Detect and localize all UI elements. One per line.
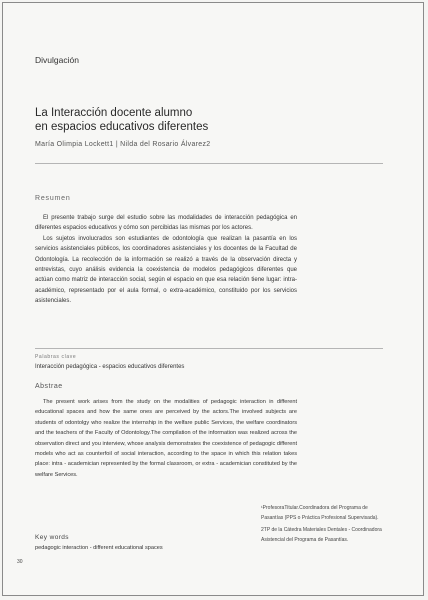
palabras-clave-text: Interacción pedagógica - espacios educativos diferentes <box>35 364 185 370</box>
palabras-clave-heading: Palabras clave <box>35 354 77 360</box>
document-page <box>2 2 424 596</box>
divider-top <box>35 163 383 164</box>
article-title-line-1: La Interacción docente alumno <box>35 107 193 119</box>
keywords-text: pedagogic interaction - different educational spaces <box>35 545 163 551</box>
abstract-body <box>35 397 297 480</box>
article-authors: María Olimpia Lockett1 | Nilda del Rosario Álvarez2 <box>35 141 211 148</box>
resumen-heading: Resumen <box>35 195 71 202</box>
article-title <box>35 106 335 134</box>
keywords-heading: Key words <box>35 534 69 541</box>
resumen-body <box>35 213 297 307</box>
section-label: Divulgación <box>35 55 79 65</box>
page-number: 30 <box>17 559 23 565</box>
footnote: ¹ProfesoraTitular.Coordinadora del Programa de Pasantías (PPS o Práctica Profesional Supervisada). <box>261 505 379 521</box>
article-title-line-2: en espacios educativos diferentes <box>35 121 209 133</box>
resumen-paragraph: El presente trabajo surge del estudio sobre las modalidades de interacción pedagógica en diferentes espacios educativos y cómo son percibidas las mismas por los actores. <box>35 215 297 232</box>
divider-middle <box>35 348 383 349</box>
footnotes <box>261 504 389 548</box>
footnote: 2TP de la Cátedra Materiales Dentales - Coordinadora Asistencial del Programa de Pasantías. <box>261 527 382 543</box>
abstract-heading: Abstrae <box>35 383 63 390</box>
resumen-paragraph: Los sujetos involucrados son estudiantes de odontología que realizan la pasantía en los servicios asistenciales públicos, los coordinadores asistenciales y los docentes de la Facultad de Odontología. La recolección de la información se realizó a través de la observación directa y entrevistas, cuyo análisis evidencia la coexistencia de modelos pedagógicos diferentes que actúan como matriz de interacción social, según el espacio en que esa relación tiene lugar: intra-académico, representado por el aula formal, o extra-académico, constituido por los servicios asistenciales. <box>35 235 297 305</box>
abstract-paragraph: The present work arises from the study on the modalities of pedagogic interaction in different educational spaces and how the same ones are perceived by the actors.The involved subjects are students of odontolgy who realize the internship in the welfare public Services, the welfare coordinators and the teachers of the Faculty of Odontology.The compilation of the information was realized across the observation direct and you interview, whose analysis demonstrates the coexistence of pedagogic different models who act as counterfoil of social interaction, according to the space in which this relation takes place: intra - academician represented by the formal classroom, or extra - academician constituted by the welfare Services. <box>35 399 297 478</box>
